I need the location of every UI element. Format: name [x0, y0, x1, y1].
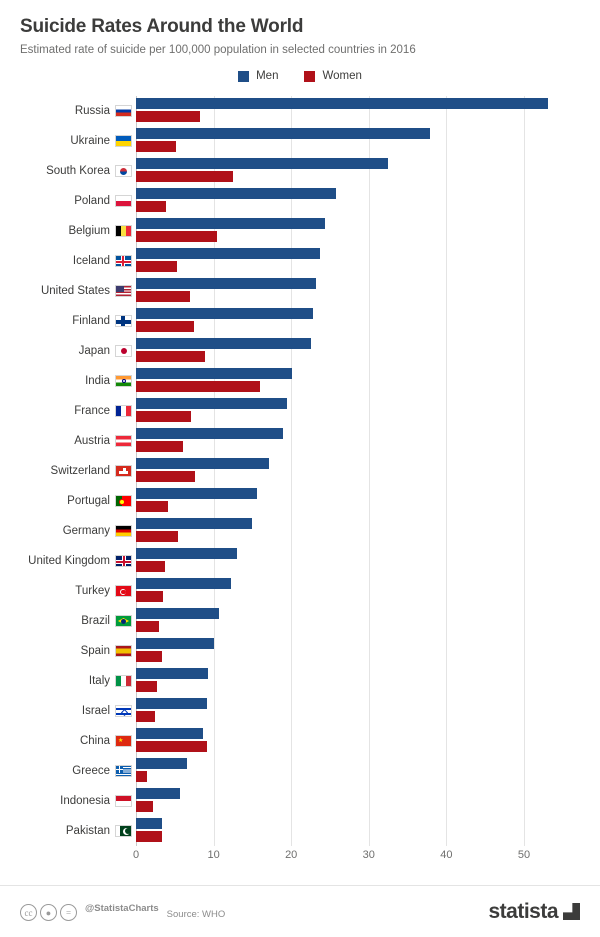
bar-women	[136, 681, 157, 692]
country-label: Iceland	[72, 255, 110, 267]
bar-group	[136, 396, 562, 426]
country-label: United States	[40, 285, 110, 297]
chart-row	[28, 546, 562, 576]
flag-icon-br	[115, 615, 132, 627]
bar-men	[136, 728, 203, 739]
bar-group	[136, 636, 562, 666]
bar-men	[136, 758, 187, 769]
bar-men	[136, 488, 257, 499]
chart-row	[74, 186, 562, 216]
flag-icon-il	[115, 705, 132, 717]
bar-men	[136, 428, 283, 439]
country-label: Portugal	[67, 495, 110, 507]
bar-men	[136, 398, 287, 409]
country-label: Turkey	[75, 585, 110, 597]
bar-men	[136, 518, 252, 529]
bar-women	[136, 741, 207, 752]
flag-icon-fi	[115, 315, 132, 327]
bar-women	[136, 261, 177, 272]
bar-group	[136, 96, 562, 126]
flag-icon-is	[115, 255, 132, 267]
x-axis	[132, 846, 531, 866]
country-label: Spain	[80, 645, 110, 657]
x-tick-label: 10	[207, 849, 220, 861]
statista-handle: @StatistaCharts	[85, 903, 159, 914]
country-label: Ukraine	[70, 135, 110, 147]
country-label: Austria	[74, 435, 110, 447]
row-label	[0, 606, 136, 636]
country-label: South Korea	[46, 165, 110, 177]
statista-logo	[488, 900, 580, 924]
bar-group	[136, 246, 562, 276]
row-label	[0, 216, 136, 246]
flag-icon-be	[115, 225, 132, 237]
bar-group	[136, 336, 562, 366]
legend-label: Women	[322, 70, 362, 82]
bar-women	[136, 381, 260, 392]
bar-women	[136, 501, 168, 512]
bar-women	[136, 711, 155, 722]
bar-group	[136, 756, 562, 786]
bar-men	[136, 278, 316, 289]
flag-icon-it	[115, 675, 132, 687]
statista-mark-icon	[563, 903, 580, 920]
flag-icon-cn: ★	[115, 735, 132, 747]
bar-group	[136, 126, 562, 156]
flag-icon-gr	[115, 765, 132, 777]
row-label	[0, 756, 136, 786]
bar-men	[136, 368, 292, 379]
bar-men	[136, 698, 207, 709]
legend-item-men	[238, 70, 278, 82]
bar-group	[136, 216, 562, 246]
flag-icon-us	[115, 285, 132, 297]
cc-icon: cc	[20, 904, 37, 921]
bar-women	[136, 321, 194, 332]
chart-row	[50, 456, 562, 486]
footer-left	[20, 902, 225, 921]
bar-women	[136, 441, 183, 452]
row-label	[0, 276, 136, 306]
flag-icon-at	[115, 435, 132, 447]
chart-row	[40, 276, 562, 306]
bar-men	[136, 818, 162, 829]
chart-row	[78, 336, 562, 366]
source-label: Source: WHO	[166, 909, 226, 920]
cc-by-icon: ●	[40, 904, 57, 921]
page-subtitle: Estimated rate of suicide per 100,000 population in selected countries in 2016	[20, 44, 416, 56]
bar-women	[136, 831, 162, 842]
bar-group	[136, 546, 562, 576]
chart-row	[88, 666, 562, 696]
row-label	[0, 156, 136, 186]
flag-icon-gb	[115, 555, 132, 567]
chart-row	[81, 606, 562, 636]
bar-men	[136, 308, 313, 319]
chart-row	[74, 396, 562, 426]
legend-label: Men	[256, 70, 279, 82]
country-label: Belgium	[68, 225, 110, 237]
chart-row	[70, 126, 562, 156]
row-label	[0, 786, 136, 816]
bar-men	[136, 638, 214, 649]
bar-men	[136, 338, 311, 349]
flag-icon-ch	[115, 465, 132, 477]
statista-wordmark: statista	[488, 899, 558, 923]
row-label	[0, 396, 136, 426]
bar-group	[136, 486, 562, 516]
country-label: Israel	[81, 705, 110, 717]
bar-women	[136, 201, 166, 212]
country-label: Switzerland	[50, 465, 110, 477]
country-label: United Kingdom	[28, 555, 110, 567]
bar-women	[136, 471, 195, 482]
chart-row	[81, 696, 562, 726]
country-label: India	[85, 375, 110, 387]
flag-icon-pl	[115, 195, 132, 207]
page-title: Suicide Rates Around the World	[20, 16, 304, 37]
bar-women	[136, 531, 178, 542]
chart-row	[46, 156, 562, 186]
flag-icon-id	[115, 795, 132, 807]
row-label	[0, 426, 136, 456]
bar-men	[136, 248, 320, 259]
x-tick-label: 0	[132, 849, 140, 861]
row-label	[0, 186, 136, 216]
legend-swatch-icon	[304, 71, 315, 82]
chart-row	[75, 576, 562, 606]
bar-group	[136, 786, 562, 816]
bar-men	[136, 608, 219, 619]
country-label: Brazil	[81, 615, 110, 627]
flag-icon-fr	[115, 405, 132, 417]
bar-men	[136, 578, 231, 589]
flag-icon-kr	[115, 165, 132, 177]
flag-icon-in	[115, 375, 132, 387]
flag-icon-ua	[115, 135, 132, 147]
flag-icon-tr	[115, 585, 132, 597]
bar-men	[136, 548, 237, 559]
bar-group	[136, 516, 562, 546]
row-label	[0, 516, 136, 546]
bar-group	[136, 156, 562, 186]
chart-plot-area	[0, 96, 600, 866]
bar-men	[136, 788, 180, 799]
chart-legend	[0, 70, 600, 82]
row-label	[0, 306, 136, 336]
cc-nd-icon: =	[60, 904, 77, 921]
bar-group	[136, 276, 562, 306]
country-label: Finland	[72, 315, 110, 327]
chart-row	[67, 486, 562, 516]
chart-row	[85, 366, 562, 396]
row-label	[0, 366, 136, 396]
chart-row	[74, 96, 562, 126]
footer-text	[85, 902, 159, 914]
row-label	[0, 816, 136, 846]
country-label: Greece	[72, 765, 110, 777]
country-label: China	[79, 735, 110, 747]
legend-swatch-icon	[238, 71, 249, 82]
flag-icon-de	[115, 525, 132, 537]
bar-women	[136, 621, 159, 632]
bar-women	[136, 561, 165, 572]
bar-women	[136, 231, 217, 242]
row-label	[0, 726, 136, 756]
bar-women	[136, 411, 191, 422]
x-tick-label: 50	[517, 849, 531, 861]
chart-row	[65, 816, 562, 846]
bar-men	[136, 128, 430, 139]
flag-icon-ru	[115, 105, 132, 117]
bar-men	[136, 218, 325, 229]
bar-women	[136, 291, 190, 302]
bar-group	[136, 816, 562, 846]
row-label	[0, 126, 136, 156]
country-label: Indonesia	[60, 795, 110, 807]
bar-women	[136, 141, 176, 152]
bar-group	[136, 666, 562, 696]
country-label: Pakistan	[65, 825, 110, 837]
row-label	[0, 576, 136, 606]
country-label: Italy	[88, 675, 110, 687]
bar-men	[136, 458, 269, 469]
bar-group	[136, 186, 562, 216]
bar-men	[136, 668, 208, 679]
row-label	[0, 486, 136, 516]
chart-row	[79, 726, 562, 756]
row-label	[0, 456, 136, 486]
bar-group	[136, 696, 562, 726]
country-label: France	[74, 405, 110, 417]
bar-group	[136, 366, 562, 396]
chart-row	[80, 636, 562, 666]
row-label	[0, 696, 136, 726]
bar-women	[136, 591, 163, 602]
row-label	[0, 246, 136, 276]
bar-group	[136, 726, 562, 756]
chart-row	[72, 246, 562, 276]
country-label: Germany	[62, 525, 110, 537]
bar-group	[136, 306, 562, 336]
flag-icon-pt	[115, 495, 132, 507]
legend-item-women	[304, 70, 361, 82]
chart-header	[0, 0, 600, 56]
row-label	[0, 666, 136, 696]
x-tick-label: 40	[440, 849, 453, 861]
row-label	[0, 336, 136, 366]
bar-group	[136, 576, 562, 606]
bar-group	[136, 606, 562, 636]
flag-icon-pk	[115, 825, 132, 837]
row-label	[0, 96, 136, 126]
chart-footer	[0, 885, 600, 937]
country-label: Poland	[74, 195, 110, 207]
chart-row	[68, 216, 562, 246]
flag-icon-jp	[115, 345, 132, 357]
bar-women	[136, 351, 205, 362]
bar-men	[136, 98, 548, 109]
row-label	[0, 546, 136, 576]
country-label: Japan	[78, 345, 110, 357]
x-tick-label: 30	[362, 849, 375, 861]
bar-women	[136, 771, 147, 782]
x-tick-label: 20	[285, 849, 298, 861]
country-label: Russia	[74, 105, 110, 117]
bar-men	[136, 158, 388, 169]
bar-rows	[0, 96, 562, 846]
chart-row	[72, 306, 562, 336]
bar-women	[136, 111, 200, 122]
bar-women	[136, 171, 233, 182]
bar-women	[136, 651, 162, 662]
row-label	[0, 636, 136, 666]
chart-row	[74, 426, 562, 456]
creative-commons-icons	[20, 904, 77, 921]
bar-men	[136, 188, 336, 199]
chart-row	[60, 786, 562, 816]
bar-women	[136, 801, 153, 812]
bar-group	[136, 456, 562, 486]
chart-row	[72, 756, 562, 786]
chart-row	[62, 516, 562, 546]
flag-icon-es	[115, 645, 132, 657]
bar-group	[136, 426, 562, 456]
